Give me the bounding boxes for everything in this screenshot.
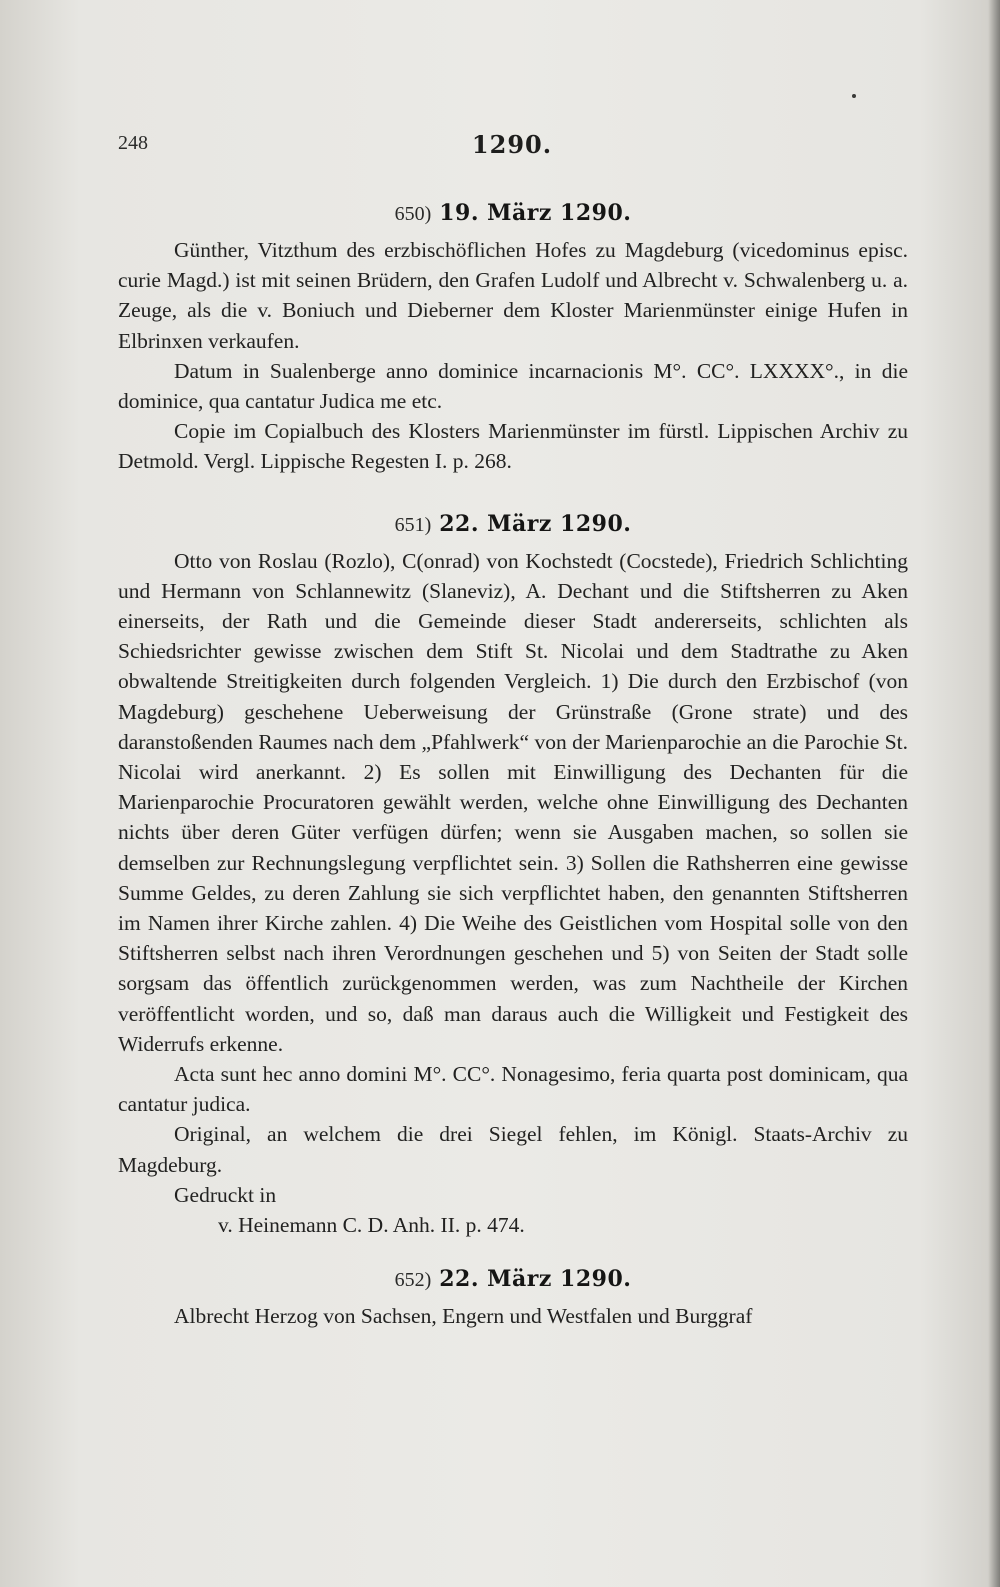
entry-number: 651) [394,513,432,536]
page-header [118,132,906,168]
dating-clause: Datum in Sualenberge anno dominice incarnacionis M°. CC°. LXXXX°., in die dominice, qua cantatur Judica me etc. [118,358,908,414]
entry-heading [118,507,908,542]
running-year-heading: 1290. [471,130,553,159]
regest-summary: Otto von Roslau (Rozlo), C(onrad) von Kochstedt (Cocstede), Friedrich Schlichting und Hermann von Schlannewitz (Slaneviz), A. Dechant und die Stiftsherren zu Aken einerseits, der Rath und die Gemeinde dieser Stadt andererseits, schlichten als Schiedsrichter gewisse zwischen dem Stift St. Nicolai und dem Stadtrathe zu Aken obwaltende Streitigkeiten durch folgenden Vergleich. 1) Die durch den Erzbischof (von Magdeburg) geschehene Ueberweisung der Grünstraße (Grone strate) und des daranstoßenden Raumes nach dem „Pfahlwerk“ von der Marienparochie an die Parochie St. Nicolai wird anerkannt. 2) Es sollen mit Einwilligung des Dechanten für die Marienparochie Procuratoren gewählt werden, welche ohne Einwilligung des Dechanten nichts über deren Güter verfügen dürfen; wenn sie Ausgaben machen, so sollen sie demselben zur Rechnungslegung verpflichtet sein. 3) Sollen die Rathsherren eine gewisse Summe Geldes, zu deren Zahlung sie sich verpflichtet haben, den genannten Stiftsherren im Namen ihrer Kirche zahlen. 4) Die Weihe des Geistlichen vom Hospital solle von den Stiftsherren selbst nach ihren Verordnungen geschehen und 5) von Seiten der Stadt solle sorgsam das öffentlich zurückgenommen werden, was zum Nachtheile der Kirchen veröffentlicht worden, und so, daß man daraus auch die Willigkeit und Festigkeit des Widerrufs erkenne. [118,548,908,1056]
literature-reference: v. Heinemann C. D. Anh. II. p. 474. [218,1213,525,1238]
page-body [118,196,908,1332]
entry-number: 650) [394,203,432,225]
entry-heading [118,196,908,231]
entry-number: 652) [394,1269,432,1292]
printed-in-label: Gedruckt in [174,1182,277,1207]
entry-date: 22. März 1290. [439,510,632,537]
spacer [118,1240,908,1262]
source-note: Original, an welchem die drei Siegel fehlen, im Königl. Staats-Archiv zu Magdeburg. [118,1122,908,1177]
regest-summary: Günther, Vitzthum des erzbischöflichen Hofes zu Magdeburg (vicedominus episc. curie Magd.) ist mit seinen Brüdern, den Grafen Ludolf und Albrecht v. Schwalenberg u. a. Zeuge, als die v. Boniuch und Dieberner dem Kloster Marienmünster einige Hufen in Elbrinxen verkaufen. [118,238,908,353]
dating-clause: Acta sunt hec anno domini M°. CC°. Nonagesimo, feria quarta post dominicam, qua cantatur judica. [118,1062,908,1117]
page-edge-shadow [988,0,1000,1587]
page-number: 248 [118,132,148,154]
entry-date: 22. März 1290. [439,1266,632,1293]
regest-summary: Albrecht Herzog von Sachsen, Engern und Westfalen und Burggraf [174,1304,753,1329]
source-note: Copie im Copialbuch des Klosters Marienmünster im fürstl. Lippischen Archiv zu Detmold. Vergl. Lippische Regesten I. p. 268. [118,419,908,474]
entry-heading [118,1262,908,1297]
entry-date: 19. März 1290. [439,200,632,226]
dust-speck [852,94,856,98]
spacer [118,477,908,507]
